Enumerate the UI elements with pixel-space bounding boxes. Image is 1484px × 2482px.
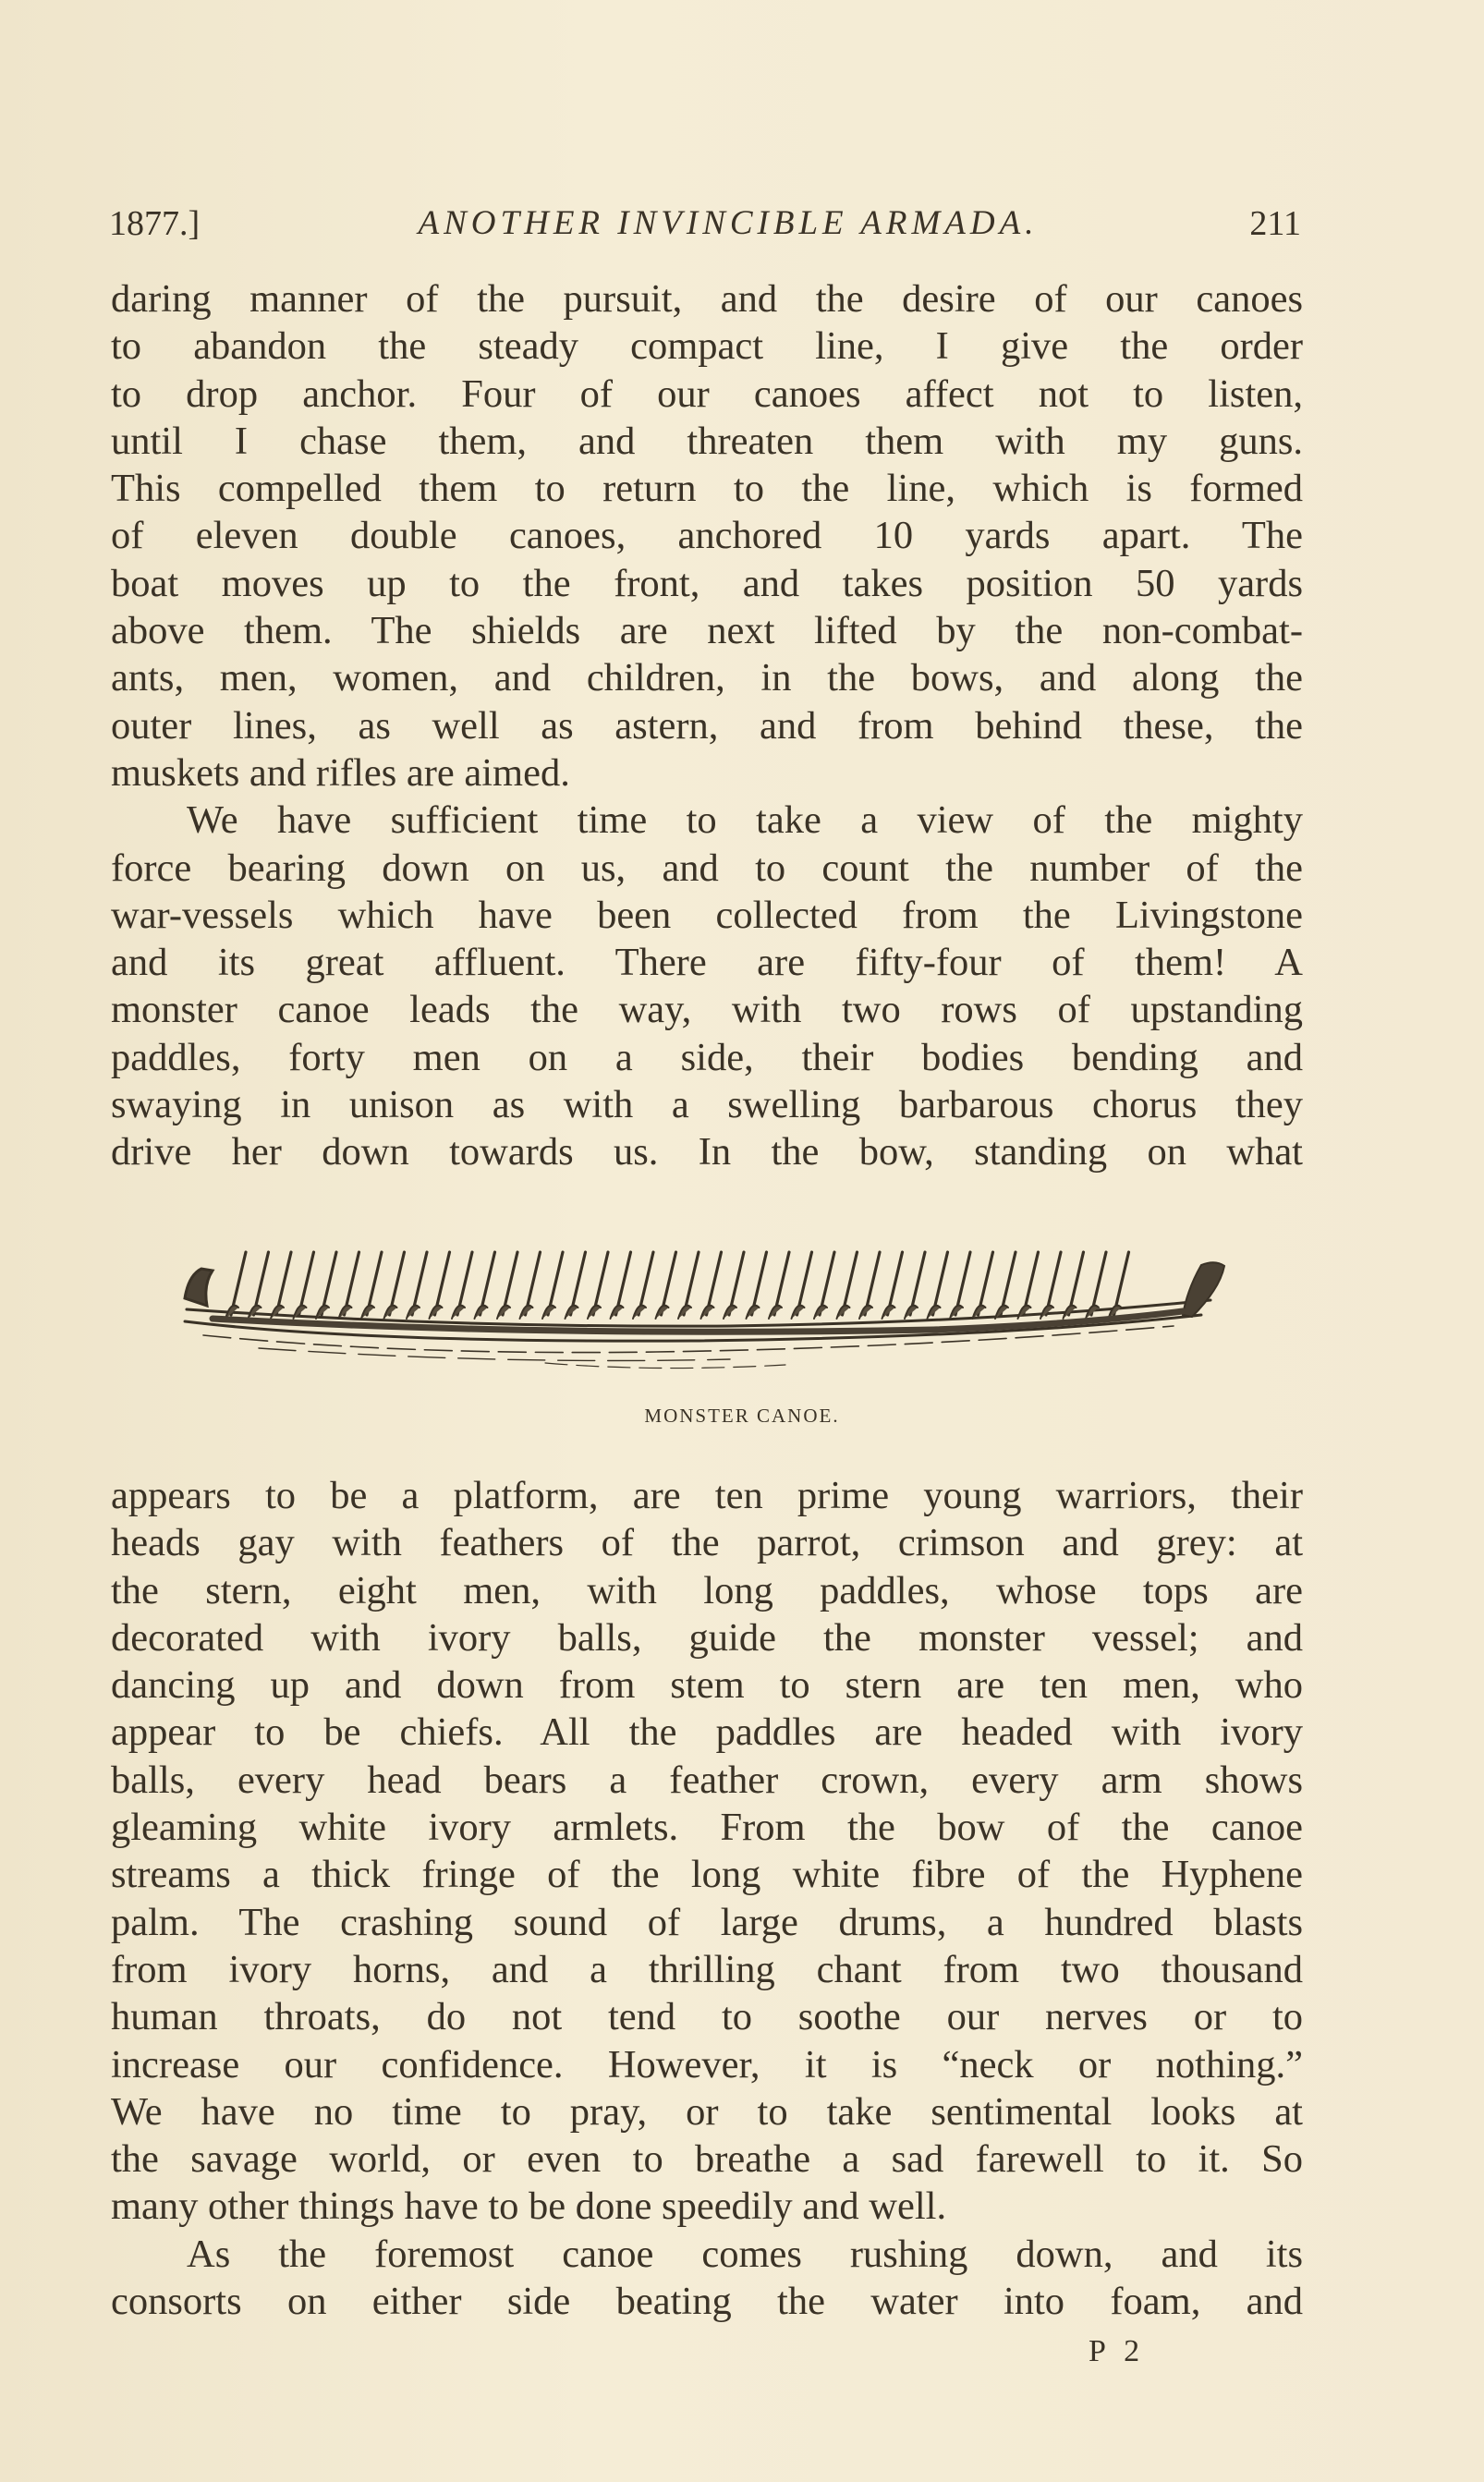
text-line: muskets and rifles are aimed. bbox=[111, 750, 570, 795]
text-line: force bearing down on us, and to count the number of the bbox=[111, 846, 1303, 890]
text-line: We have sufficient time to take a view of the mighty bbox=[187, 798, 1303, 843]
text-line: outer lines, as well as astern, and from behind these, the bbox=[111, 703, 1303, 748]
text-line: ants, men, women, and children, in the bows, and along the bbox=[111, 656, 1303, 700]
text-line: palm. The crashing sound of large drums, a hundred blasts bbox=[111, 1900, 1303, 1944]
text-line: to drop anchor. Four of our canoes affect not to listen, bbox=[111, 371, 1303, 416]
text-line: the savage world, or even to breathe a sad farewell to it. So bbox=[111, 2137, 1303, 2182]
text-line: streams a thick fringe of the long white fibre of the Hyphene bbox=[111, 1853, 1303, 1897]
text-line: heads gay with feathers of the parrot, crimson and grey: at bbox=[111, 1521, 1303, 1565]
running-header bbox=[109, 203, 1301, 249]
text-line: appear to be chiefs. All the paddles are headed with ivory bbox=[111, 1710, 1303, 1755]
page-number: 211 bbox=[1249, 204, 1301, 243]
text-line: war-vessels which have been collected from the Livingstone bbox=[111, 893, 1303, 937]
text-line: gleaming white ivory armlets. From the bow of the canoe bbox=[111, 1806, 1303, 1850]
text-line: human throats, do not tend to soothe our nerves or to bbox=[111, 1995, 1303, 2039]
text-line: many other things have to be done speedily and well. bbox=[111, 2184, 947, 2229]
text-line: above them. The shields are next lifted by the non-combat- bbox=[111, 609, 1303, 653]
text-line: This compelled them to return to the line, which is formed bbox=[111, 467, 1303, 511]
text-line: appears to be a platform, are ten prime young warriors, their bbox=[111, 1474, 1303, 1517]
text-line: to abandon the steady compact line, I give the order bbox=[111, 324, 1303, 369]
text-line: swaying in unison as with a swelling barbarous chorus they bbox=[111, 1083, 1303, 1127]
text-line: decorated with ivory balls, guide the monster vessel; and bbox=[111, 1615, 1303, 1660]
text-line: of eleven double canoes, anchored 10 yards apart. The bbox=[111, 514, 1303, 558]
text-line: increase our confidence. However, it is “neck or nothing.” bbox=[111, 2042, 1303, 2087]
text-line: daring manner of the pursuit, and the desire of our canoes bbox=[111, 277, 1303, 321]
text-line: As the foremost canoe comes rushing down, and its bbox=[187, 2232, 1303, 2276]
text-line: consorts on either side beating the water into foam, and bbox=[111, 2280, 1303, 2324]
text-line: until I chase them, and threaten them with my guns. bbox=[111, 419, 1303, 463]
text-line: We have no time to pray, or to take sentimental looks at bbox=[111, 2089, 1303, 2134]
text-line: balls, every head bears a feather crown, every arm shows bbox=[111, 1758, 1303, 1802]
text-block-bottom bbox=[111, 1472, 1303, 2325]
text-line: drive her down towards us. In the bow, standing on what bbox=[111, 1130, 1303, 1174]
figure-caption: MONSTER CANOE. bbox=[644, 1405, 840, 1427]
canoe-engraving-icon bbox=[176, 1234, 1247, 1381]
text-line: the stern, eight men, with long paddles, whose tops are bbox=[111, 1568, 1303, 1612]
header-year: 1877.] bbox=[109, 204, 201, 243]
text-line: and its great affluent. There are fifty-four of them! A bbox=[111, 941, 1303, 985]
text-line: monster canoe leads the way, with two rows of upstanding bbox=[111, 988, 1303, 1032]
text-line: boat moves up to the front, and takes position 50 yards bbox=[111, 561, 1303, 605]
text-line: dancing up and down from stem to stern are ten men, who bbox=[111, 1663, 1303, 1708]
text-line: from ivory horns, and a thrilling chant from two thousand bbox=[111, 1947, 1303, 1991]
text-block-top bbox=[111, 275, 1303, 1176]
signature-mark: P 2 bbox=[1089, 2334, 1146, 2368]
running-title: ANOTHER INVINCIBLE ARMADA. bbox=[418, 204, 1039, 242]
text-line: paddles, forty men on a side, their bodies bending and bbox=[111, 1035, 1303, 1079]
